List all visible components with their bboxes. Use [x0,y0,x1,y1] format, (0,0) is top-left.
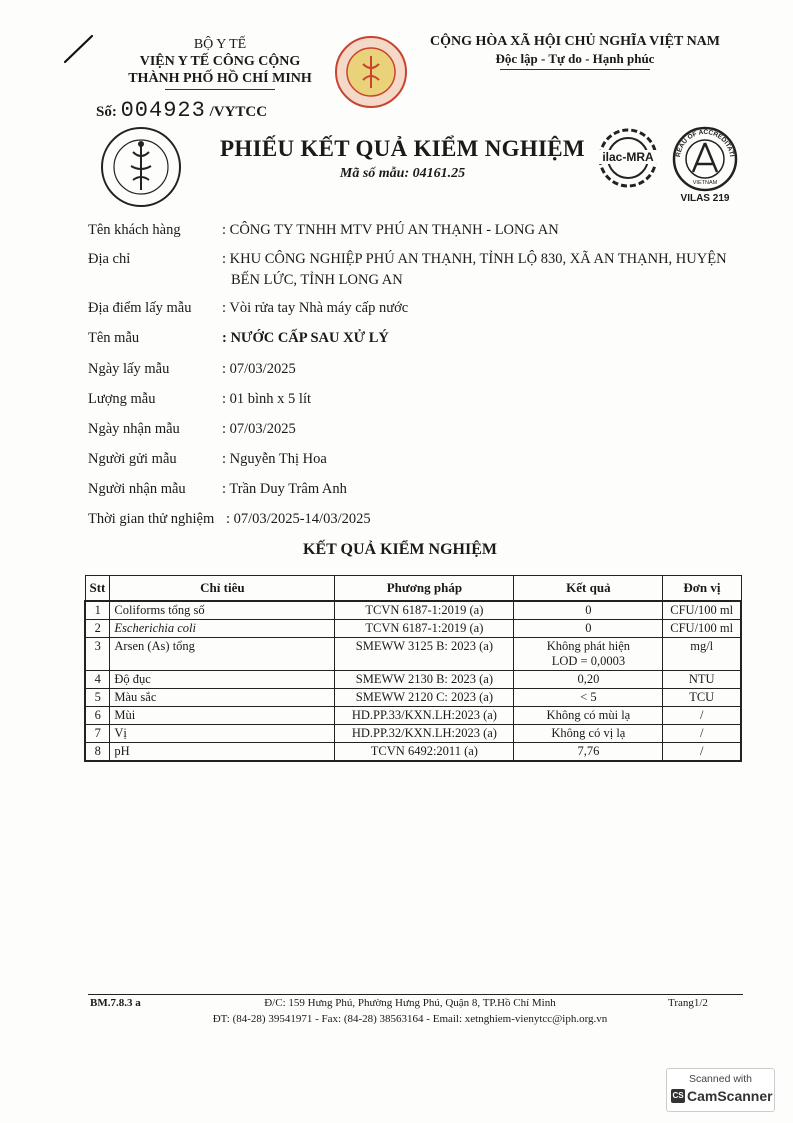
info-value: : NƯỚC CẤP SAU XỬ LÝ [222,330,389,346]
info-label: Ngày lấy mẫu [88,361,170,377]
info-value: : 07/03/2025 [222,421,296,437]
cell-result: 7,76 [514,743,663,762]
boa-emblem-icon [666,126,744,192]
so-label: Số: [96,104,117,120]
footer-form-code: BM.7.8.3 a [90,997,141,1009]
info-label: Tên khách hàng [88,222,181,238]
info-value: : 07/03/2025-14/03/2025 [226,511,371,527]
institute-city: THÀNH PHỐ HỒ CHÍ MINH [128,71,312,86]
vilas-code: VILAS 219 [680,193,730,204]
republic-name: CỘNG HÒA XÃ HỘI CHỦ NGHĨA VIỆT NAM [429,34,720,49]
cell-indicator: Mùi [110,707,335,725]
cell-method: TCVN 6187-1:2019 (a) [335,601,514,620]
sample-code [220,166,585,182]
cell-indicator: Vị [110,725,335,743]
info-label: Địa chỉ [88,251,131,267]
cell-unit: TCU [663,689,741,707]
cell-result: 0 [514,601,663,620]
info-value: : 01 bình x 5 lít [222,391,312,407]
pen-mark [60,30,100,70]
table-header-row [85,576,741,602]
cell-indicator: Màu sắc [110,689,335,707]
table-row [85,601,741,620]
cell-stt: 7 [85,725,110,743]
cell-indicator: Độ đục [110,671,335,689]
cell-indicator: pH [110,743,335,762]
cell-stt: 1 [85,601,110,620]
cell-result: Không có vị lạ [514,725,663,743]
cell-result [514,638,663,671]
results-table [84,575,742,762]
cell-stt: 5 [85,689,110,707]
document-title: PHIẾU KẾT QUẢ KIỂM NGHIỆM [220,136,585,161]
footer-divider [88,994,743,995]
info-value: : Nguyễn Thị Hoa [222,451,327,467]
results-title: KẾT QUẢ KIỂM NGHIỆM [303,541,497,558]
info-value-line2: BẾN LỨC, TỈNH LONG AN [231,272,403,288]
col-header-indicator: Chỉ tiêu [110,576,335,602]
header-left [100,36,340,90]
ilac-text: ilac-MRA [594,150,662,164]
cell-unit: mg/l [663,638,741,671]
table-row [85,725,741,743]
cell-unit: CFU/100 ml [663,601,741,620]
cell-method: TCVN 6187-1:2019 (a) [335,620,514,638]
info-value: : Vòi rửa tay Nhà máy cấp nước [222,300,409,316]
boa-logo [666,126,744,206]
red-seal [333,34,409,110]
cell-result-line2: LOD = 0,0003 [551,654,626,668]
institute-name: VIỆN Y TẾ CÔNG CỘNG [139,54,301,69]
table-row [85,620,741,638]
header-left-underline [165,89,275,90]
cell-stt: 2 [85,620,110,638]
boa-country-text: VIETNAM [692,180,718,186]
info-label: Thời gian thử nghiệm [88,511,215,527]
cell-unit: NTU [663,671,741,689]
col-header-method: Phương pháp [335,576,514,602]
so-suffix: /VYTCC [209,104,268,120]
footer-page: Trang1/2 [668,997,708,1009]
footer-contact: ĐT: (84-28) 39541971 - Fax: (84-28) 38563164 - Email: xetnghiem-vienytcc@iph.org.vn [212,1013,608,1025]
cell-unit: / [663,707,741,725]
sample-code-value: 04161.25 [412,166,466,181]
cell-method: SMEWW 2130 B: 2023 (a) [335,671,514,689]
camscanner-watermark [666,1068,775,1112]
cell-indicator: Escherichia coli [110,620,335,638]
sample-code-label: Mã số mẫu: [339,166,410,181]
info-label: Lượng mẫu [88,391,156,407]
info-label: Tên mẫu [88,330,140,346]
camscanner-logo-icon: CS [671,1089,685,1103]
cell-result: 0,20 [514,671,663,689]
ilac-mra-logo [592,128,664,188]
watermark-line2: CamScanner [687,1088,773,1104]
cell-result: 0 [514,620,663,638]
cell-method: HD.PP.32/KXN.LH:2023 (a) [335,725,514,743]
cell-stt: 6 [85,707,110,725]
footer-address: Đ/C: 159 Hưng Phú, Phường Hưng Phú, Quận 8, TP.Hồ Chí Minh [264,997,556,1009]
ministry-name: BỘ Y TẾ [193,37,247,52]
info-label: Ngày nhận mẫu [88,421,180,437]
cell-method: TCVN 6492:2011 (a) [335,743,514,762]
info-label: Địa điểm lấy mẫu [88,300,192,316]
table-row [85,689,741,707]
cell-stt: 3 [85,638,110,671]
info-value: : 07/03/2025 [222,361,296,377]
cell-method: HD.PP.33/KXN.LH:2023 (a) [335,707,514,725]
national-motto: Độc lập - Tự do - Hạnh phúc [495,51,655,66]
cell-indicator: Arsen (As) tổng [110,638,335,671]
institute-emblem-icon [100,126,182,208]
cell-unit: / [663,725,741,743]
cell-stt: 4 [85,671,110,689]
cell-method: SMEWW 2120 C: 2023 (a) [335,689,514,707]
document-number [96,98,267,123]
cell-result-line1: Không phát hiện [546,639,631,653]
table-row [85,638,741,671]
so-number: 004923 [120,98,206,123]
table-row [85,671,741,689]
info-value: : CÔNG TY TNHH MTV PHÚ AN THẠNH - LONG AN [222,222,559,238]
cell-unit: / [663,743,741,762]
table-row [85,707,741,725]
col-header-unit: Đơn vị [663,576,741,602]
cell-indicator: Coliforms tổng số [110,601,335,620]
info-label: Người gửi mẫu [88,451,177,467]
cell-method: SMEWW 3125 B: 2023 (a) [335,638,514,671]
col-header-stt: Stt [85,576,110,602]
cell-stt: 8 [85,743,110,762]
boa-ring-text: REAU OF ACCREDITATI [675,128,735,158]
cell-result: Không có mùi lạ [514,707,663,725]
info-label: Người nhận mẫu [88,481,186,497]
header-right-underline [500,69,650,70]
watermark-line1: Scanned with [688,1073,753,1085]
info-value: : KHU CÔNG NGHIỆP PHÚ AN THẠNH, TỈNH LỘ 830, XÃ AN THẠNH, HUYỆN [222,251,727,267]
cell-result: < 5 [514,689,663,707]
col-header-result: Kết quả [514,576,663,602]
cell-unit: CFU/100 ml [663,620,741,638]
table-row [85,743,741,762]
info-value: : Trần Duy Trâm Anh [222,481,347,497]
header-right [420,33,730,70]
